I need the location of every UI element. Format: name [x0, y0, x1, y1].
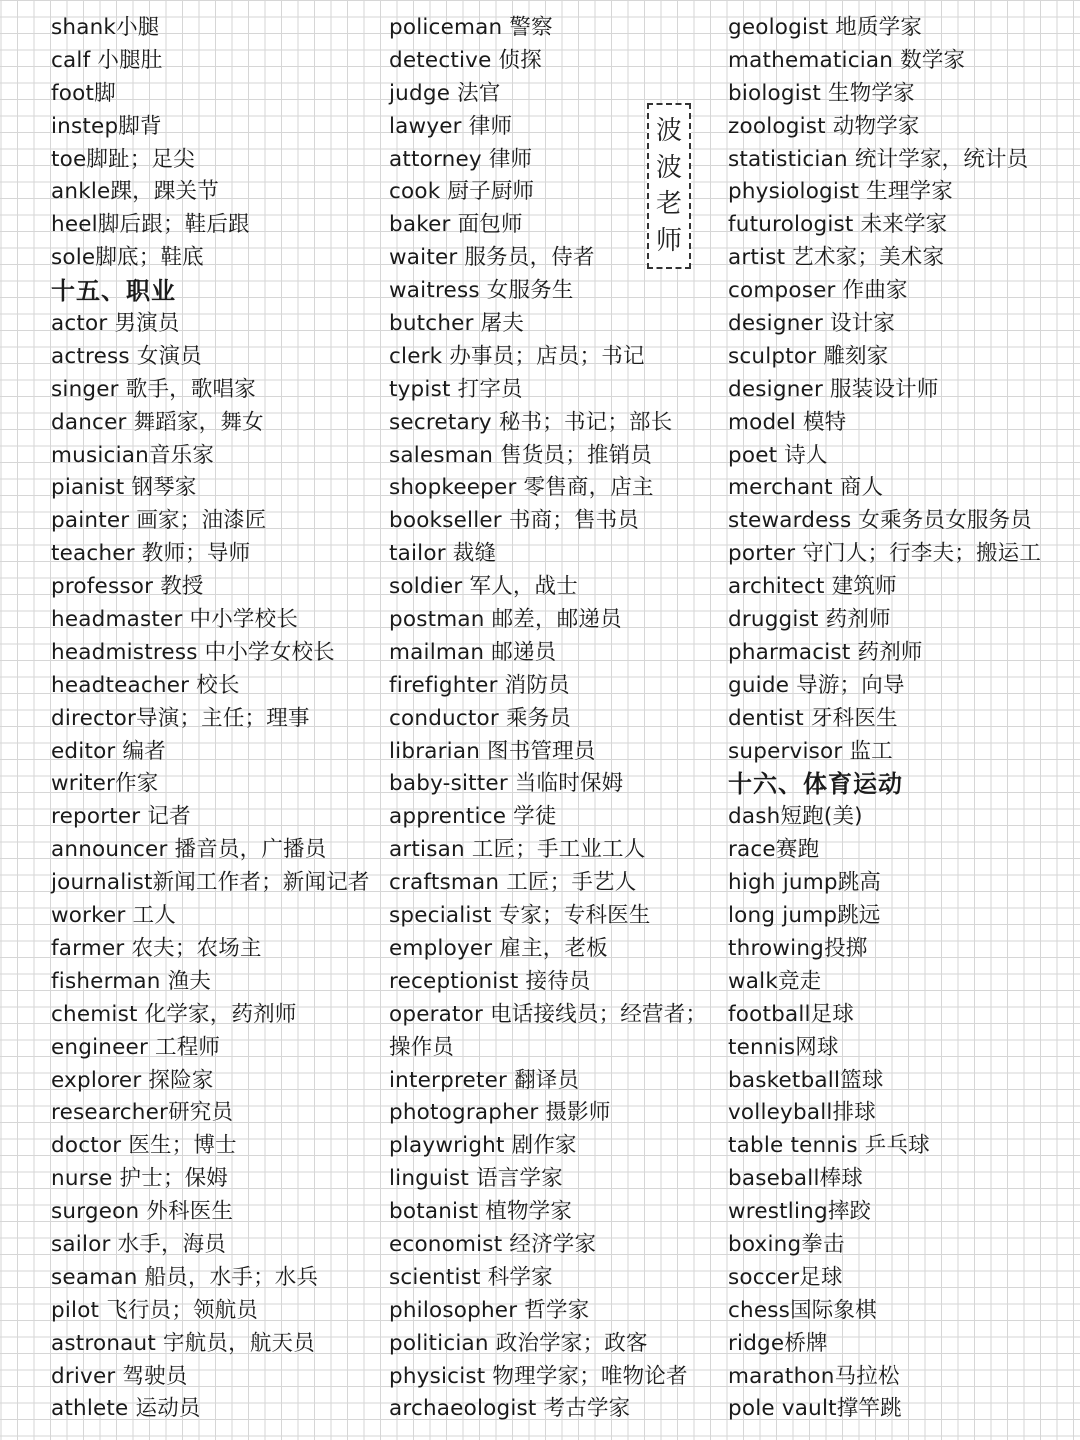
vocab-entry: toe脚趾；足尖 [51, 146, 195, 172]
vocab-entry: craftsman 工匠；手艺人 [389, 870, 637, 896]
vocab-entry: apprentice 学徒 [389, 804, 557, 830]
vocab-entry: pianist 钢琴家 [51, 475, 197, 501]
vocab-entry: cook 厨子厨师 [389, 179, 535, 205]
vocab-entry: clerk 办事员；店员；书记 [389, 343, 645, 369]
vocab-entry: designer 设计家 [728, 311, 896, 337]
vocab-entry: marathon马拉松 [728, 1363, 900, 1389]
vocab-entry: director导演；主任；理事 [51, 705, 310, 731]
stamp-character: 师 [655, 226, 682, 257]
vocab-entry: calf 小腿肚 [51, 47, 163, 73]
vocab-entry: philosopher 哲学家 [389, 1297, 590, 1323]
vocab-entry: throwing投掷 [728, 935, 868, 961]
vocab-entry: surgeon 外科医生 [51, 1199, 234, 1225]
vocab-entry: painter 画家；油漆匠 [51, 508, 267, 534]
vocab-entry: waitress 女服务生 [389, 278, 574, 304]
vocab-entry: boxing拳击 [728, 1231, 845, 1257]
vocab-entry: employer 雇主，老板 [389, 935, 608, 961]
vocab-entry: basketball篮球 [728, 1067, 884, 1093]
vocab-entry: mailman 邮递员 [389, 639, 557, 665]
vocab-entry: pilot 飞行员；领航员 [51, 1297, 259, 1323]
vocab-entry: headteacher 校长 [51, 672, 240, 698]
vocab-entry: model 模特 [728, 409, 847, 435]
vocab-entry: sole脚底；鞋底 [51, 245, 204, 271]
vocab-entry: artisan 工匠；手工业工人 [389, 837, 646, 863]
vocab-entry: seaman 船员，水手；水兵 [51, 1264, 319, 1290]
vocab-entry: bookseller 书商；售书员 [389, 508, 640, 534]
stamp-character: 波 [655, 152, 682, 183]
vocab-entry: physicist 物理学家；唯物论者 [389, 1363, 688, 1389]
vocab-entry: foot脚 [51, 80, 116, 106]
vocab-entry: linguist 语言学家 [389, 1166, 563, 1192]
vocab-entry: detective 侦探 [389, 47, 542, 73]
section-heading: 十六、体育运动 [728, 770, 903, 799]
vocab-entry: 操作员 [389, 1034, 455, 1060]
vocab-entry: merchant 商人 [728, 475, 884, 501]
vocab-entry: salesman 售货员；推销员 [389, 442, 653, 468]
vocab-entry: worker 工人 [51, 903, 176, 929]
vocab-entry: botanist 植物学家 [389, 1199, 573, 1225]
vocab-entry: statistician 统计学家，统计员 [728, 146, 1029, 172]
vocab-entry: architect 建筑师 [728, 574, 897, 600]
vocab-entry: poet 诗人 [728, 442, 828, 468]
vocab-entry: dancer 舞蹈家，舞女 [51, 409, 264, 435]
vocab-entry: sailor 水手，海员 [51, 1231, 227, 1257]
vocab-entry: sculptor 雕刻家 [728, 343, 889, 369]
vocab-entry: nurse 护士；保姆 [51, 1166, 229, 1192]
vocab-entry: zoologist 动物学家 [728, 113, 920, 139]
vocab-entry: mathematician 数学家 [728, 47, 966, 73]
vocab-entry: actor 男演员 [51, 311, 180, 337]
vocab-entry: fisherman 渔夫 [51, 968, 212, 994]
vocab-entry: heel脚后跟；鞋后跟 [51, 212, 250, 238]
vocab-entry: engineer 工程师 [51, 1034, 221, 1060]
vocab-entry: baker 面包师 [389, 212, 523, 238]
vocab-entry: scientist 科学家 [389, 1264, 553, 1290]
vocab-entry: ankle踝，踝关节 [51, 179, 219, 205]
vocab-entry: wrestling摔跤 [728, 1199, 872, 1225]
vocab-entry: dash短跑(美) [728, 804, 863, 830]
vocab-entry: tennis网球 [728, 1034, 839, 1060]
vocab-entry: reporter 记者 [51, 804, 191, 830]
vocab-entry: stewardess 女乘务员女服务员 [728, 508, 1032, 534]
vocab-entry: interpreter 翻译员 [389, 1067, 580, 1093]
vocab-entry: firefighter 消防员 [389, 672, 570, 698]
vocab-entry: driver 驾驶员 [51, 1363, 188, 1389]
vocab-entry: receptionist 接待员 [389, 968, 591, 994]
vocab-entry: high jump跳高 [728, 870, 882, 896]
vocab-entry: pole vault撑竿跳 [728, 1396, 902, 1422]
vocab-entry: guide 导游；向导 [728, 672, 905, 698]
vocab-entry: walk竞走 [728, 968, 822, 994]
vocab-column-3 [728, 12, 1041, 1426]
vocab-entry: typist 打字员 [389, 376, 523, 402]
vocab-entry: chemist 化学家，药剂师 [51, 1001, 297, 1027]
vocab-entry: explorer 探险家 [51, 1067, 214, 1093]
vocab-entry: football足球 [728, 1001, 855, 1027]
stamp-character: 老 [655, 189, 682, 220]
vocab-entry: specialist 专家；专科医生 [389, 903, 651, 929]
vocab-entry: doctor 医生；博士 [51, 1133, 237, 1159]
vocab-entry: soldier 军人，战士 [389, 574, 578, 600]
vocab-entry: long jump跳远 [728, 903, 881, 929]
vocab-entry: politician 政治学家；政客 [389, 1330, 648, 1356]
vocab-entry: shopkeeper 零售商，店主 [389, 475, 654, 501]
vocab-entry: judge 法官 [389, 80, 501, 106]
vocab-entry: geologist 地质学家 [728, 15, 923, 40]
vocab-entry: headmaster 中小学校长 [51, 607, 299, 633]
vocab-entry: musician音乐家 [51, 442, 215, 468]
vocab-entry: designer 服装设计师 [728, 376, 939, 402]
vocab-entry: baby-sitter 当临时保姆 [389, 771, 624, 797]
vocab-entry: druggist 药剂师 [728, 607, 891, 633]
vocab-entry: photographer 摄影师 [389, 1100, 611, 1126]
vocab-entry: operator 电话接线员；经营者； [389, 1001, 708, 1027]
vocab-entry: pharmacist 药剂师 [728, 639, 923, 665]
vocab-entry: policeman 警察 [389, 15, 553, 40]
vocab-entry: biologist 生物学家 [728, 80, 915, 106]
vocab-entry: athlete 运动员 [51, 1396, 201, 1422]
vocab-entry: volleyball排球 [728, 1100, 876, 1126]
stamp-character: 波 [655, 115, 682, 146]
vocab-entry: archaeologist 考古学家 [389, 1396, 631, 1422]
vocab-entry: composer 作曲家 [728, 278, 908, 304]
teacher-signature-stamp [647, 103, 691, 269]
vocab-entry: porter 守门人；行李夫；搬运工 [728, 541, 1042, 567]
vocab-entry: economist 经济学家 [389, 1231, 597, 1257]
section-heading: 十五、职业 [51, 277, 176, 306]
vocab-entry: supervisor 监工 [728, 738, 893, 764]
vocab-entry: farmer 农夫；农场主 [51, 935, 262, 961]
vocab-entry: actress 女演员 [51, 343, 202, 369]
vocab-entry: teacher 教师；导师 [51, 541, 251, 567]
vocab-entry: table tennis 乒乓球 [728, 1133, 930, 1159]
vocab-entry: chess国际象棋 [728, 1297, 877, 1323]
vocab-entry: singer 歌手，歌唱家 [51, 376, 256, 402]
vocab-entry: attorney 律师 [389, 146, 533, 172]
vocab-entry: editor 编者 [51, 738, 166, 764]
vocab-entry: postman 邮差，邮递员 [389, 607, 622, 633]
vocab-entry: baseball棒球 [728, 1166, 864, 1192]
vocab-entry: instep脚背 [51, 113, 162, 139]
vocab-entry: headmistress 中小学女校长 [51, 639, 335, 665]
vocab-entry: artist 艺术家；美术家 [728, 245, 945, 271]
vocab-entry: journalist新闻工作者；新闻记者 [51, 870, 370, 896]
vocab-entry: researcher研究员 [51, 1100, 234, 1126]
vocab-entry: playwright 剧作家 [389, 1133, 577, 1159]
vocab-entry: shank小腿 [51, 15, 160, 40]
vocab-entry: writer作家 [51, 771, 159, 797]
vocab-entry: soccer足球 [728, 1264, 843, 1290]
vocab-entry: butcher 屠夫 [389, 311, 525, 337]
vocab-entry: ridge桥牌 [728, 1330, 828, 1356]
vocab-entry: conductor 乘务员 [389, 705, 572, 731]
vocab-entry: dentist 牙科医生 [728, 705, 898, 731]
vocab-entry: announcer 播音员，广播员 [51, 837, 327, 863]
vocab-entry: professor 教授 [51, 574, 204, 600]
vocab-entry: tailor 裁缝 [389, 541, 497, 567]
vocab-entry: race赛跑 [728, 837, 820, 863]
vocab-entry: librarian 图书管理员 [389, 738, 596, 764]
vocab-entry: astronaut 宇航员，航天员 [51, 1330, 315, 1356]
vocab-entry: waiter 服务员，侍者 [389, 245, 595, 271]
vocab-entry: physiologist 生理学家 [728, 179, 953, 205]
vocab-entry: lawyer 律师 [389, 113, 513, 139]
vocab-column-1 [51, 12, 370, 1426]
vocab-entry: secretary 秘书；书记；部长 [389, 409, 673, 435]
vocab-entry: futurologist 未来学家 [728, 212, 948, 238]
